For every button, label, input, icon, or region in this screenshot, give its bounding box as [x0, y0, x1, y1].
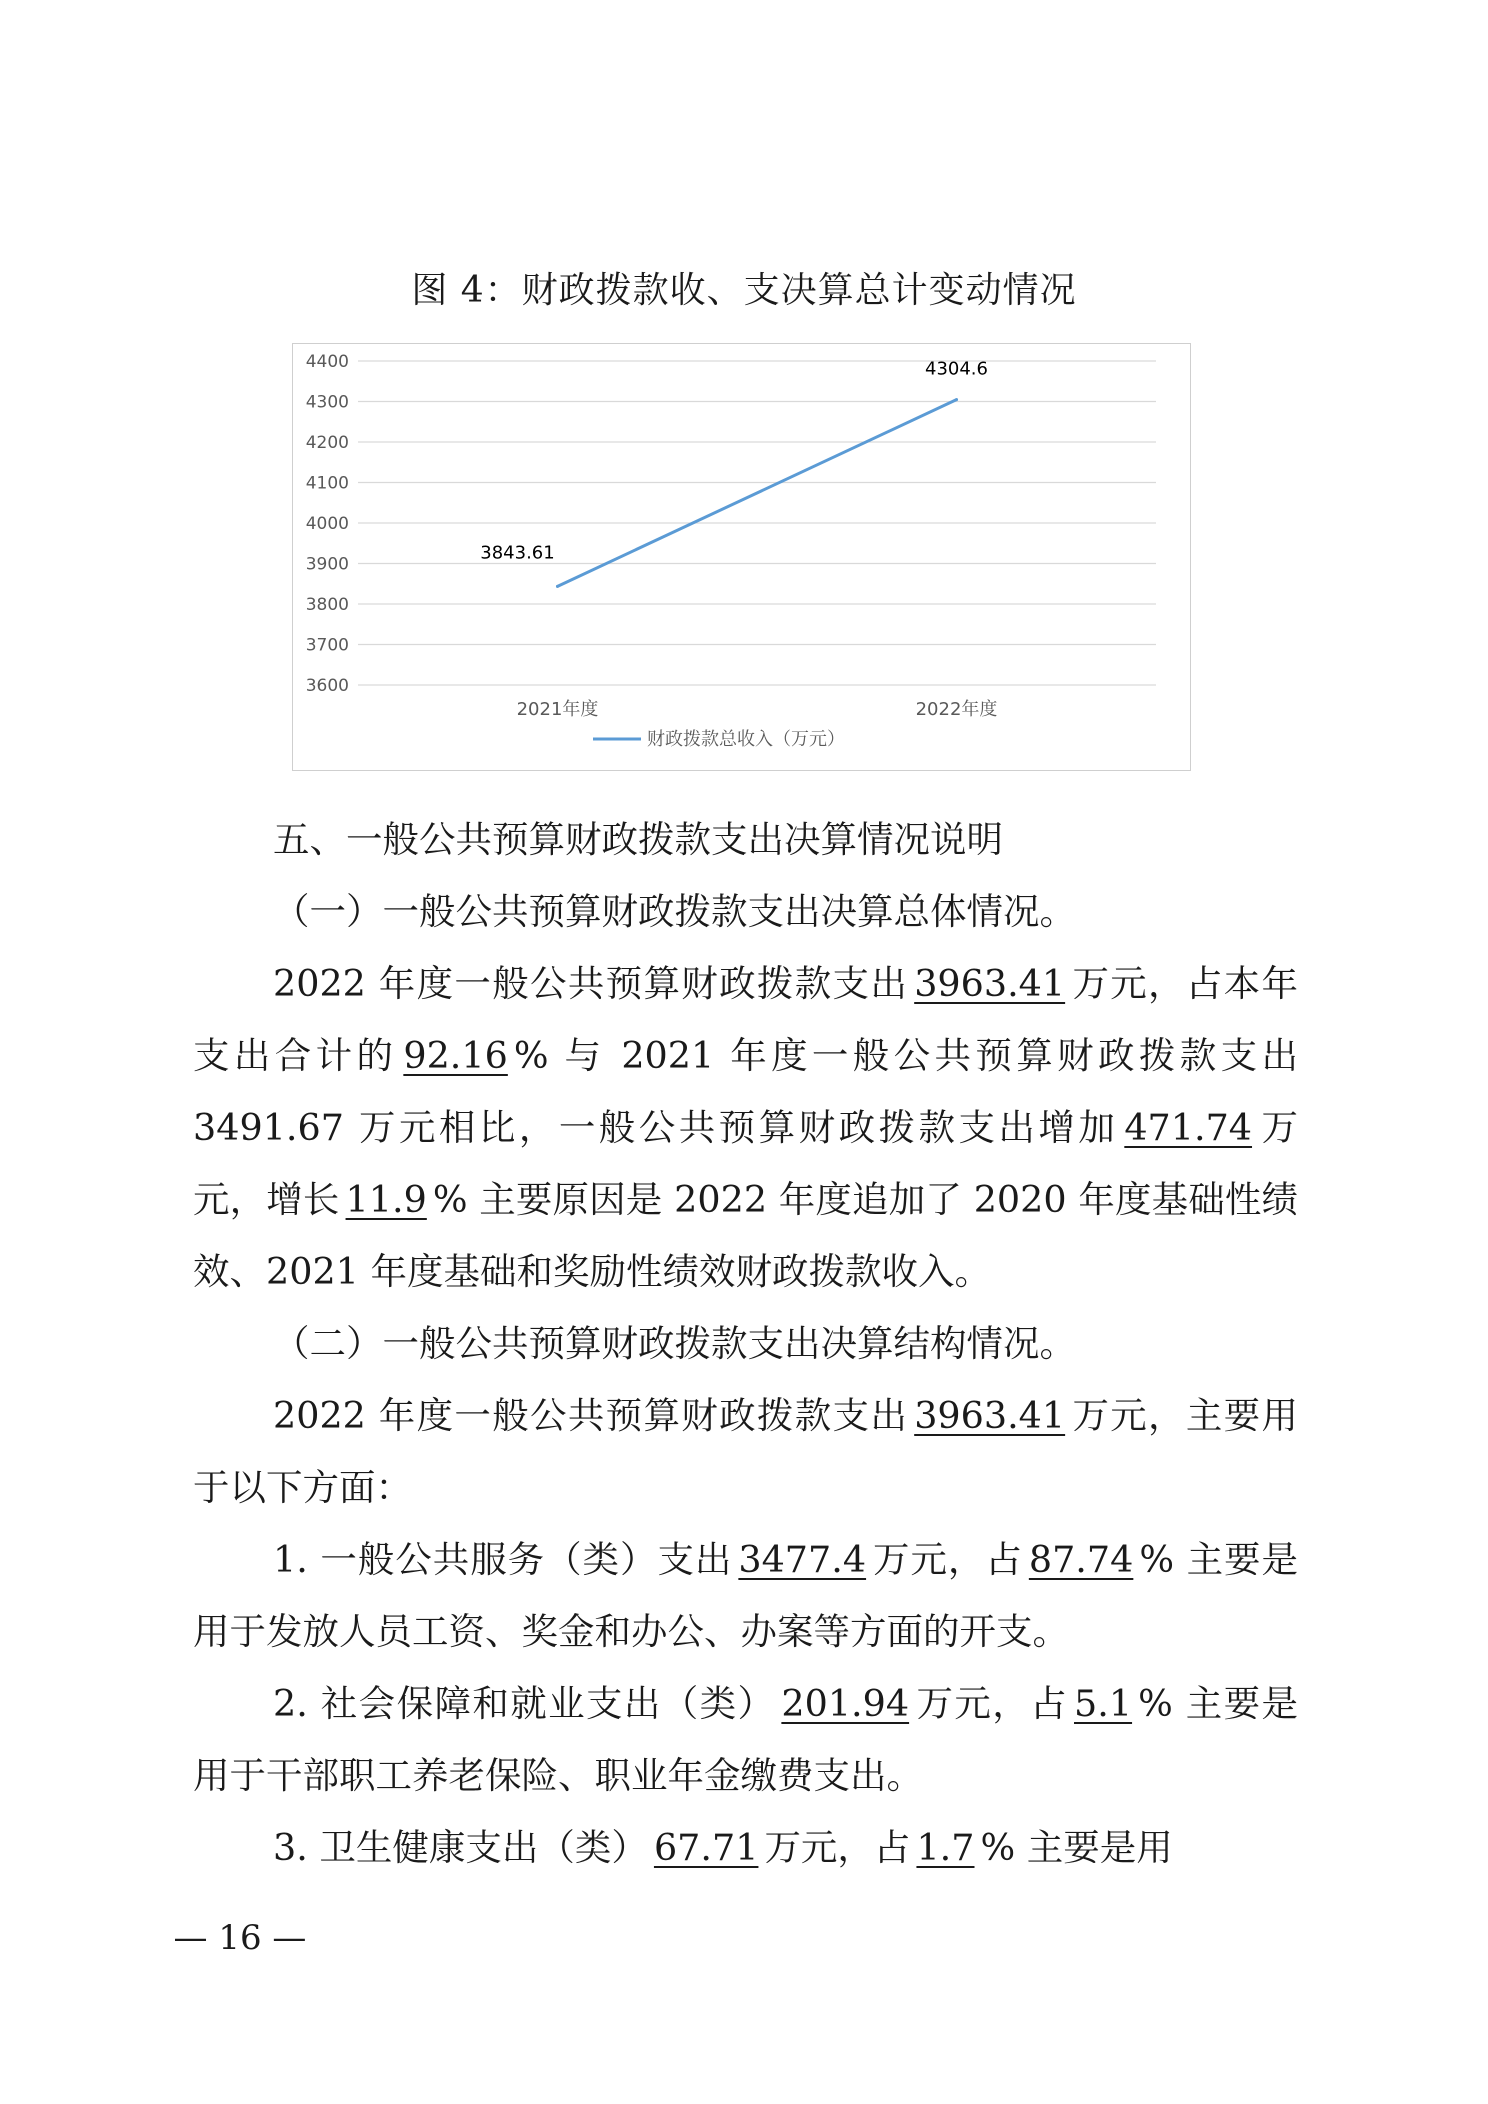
text: % 与 2021 年度一般公共预算财政拨款支出 3491.67 万元相比，一般公共预算财政拨款支出增加 [193, 1034, 1298, 1149]
y-tick-label: 4000 [305, 514, 349, 534]
text: % 主要是用 [980, 1826, 1173, 1869]
value-amount: 201.94 [781, 1682, 910, 1725]
text: % 主要是用于干部职工养老保险、职业年金缴费支出。 [193, 1682, 1298, 1797]
figure-title: 图 4：财政拨款收、支决算总计变动情况 [411, 270, 1077, 311]
data-point [955, 398, 958, 401]
value-percent: 87.74 [1028, 1538, 1134, 1581]
value-percent: 92.16 [403, 1034, 508, 1077]
text: 万元，占 [872, 1538, 1023, 1581]
value-amount: 3477.4 [738, 1538, 867, 1581]
legend-label: 财政拨款总收入（万元） [647, 729, 845, 750]
x-tick-label: 2022年度 [915, 699, 998, 720]
subsection-heading-2: （二）一般公共预算财政拨款支出决算结构情况。 [273, 1322, 1076, 1365]
section-heading: 五、一般公共预算财政拨款支出决算情况说明 [273, 818, 1003, 861]
paragraph-structure [193, 1380, 1298, 1524]
series-line [558, 400, 957, 587]
y-tick-label: 3900 [305, 554, 349, 575]
text: 2022 年度一般公共预算财政拨款支出 [273, 1394, 909, 1437]
text: 万元，占本年支出合计的 [193, 962, 1298, 1077]
data-label: 3843.61 [480, 542, 555, 564]
text: 万元，占 [915, 1682, 1068, 1725]
y-tick-label: 4400 [305, 352, 349, 372]
text: 2022 年度一般公共预算财政拨款支出 [273, 962, 909, 1005]
value-total-expense: 3963.41 [914, 962, 1066, 1005]
y-tick-label: 4100 [305, 473, 349, 494]
line-chart [292, 343, 1191, 771]
value-total-expense: 3963.41 [914, 1394, 1066, 1437]
text: 万元，主要用于以下方面： [193, 1394, 1298, 1509]
data-point [556, 585, 559, 588]
text: % 主要是用于发放人员工资、奖金和办公、办案等方面的开支。 [193, 1538, 1298, 1653]
list-item-3 [193, 1812, 1298, 1884]
text: 1. 一般公共服务（类）支出 [273, 1538, 733, 1581]
text: % 主要原因是 2022 年度追加了 2020 年度基础性绩效、2021 年度基础和奖励性绩效财政拨款收入。 [193, 1178, 1298, 1293]
text: 万元，增长 [193, 1106, 1298, 1221]
chart-svg [293, 344, 1192, 772]
value-amount: 67.71 [653, 1826, 759, 1869]
list-item-2 [193, 1668, 1298, 1812]
x-tick-label: 2021年度 [516, 699, 599, 720]
text: 万元，占 [764, 1826, 911, 1869]
value-growth: 11.9 [345, 1178, 427, 1221]
text: 2. 社会保障和就业支出（类） [273, 1682, 776, 1725]
paragraph-overall [193, 948, 1298, 1308]
y-tick-label: 4300 [305, 392, 349, 413]
list-item-1 [193, 1524, 1298, 1668]
y-tick-label: 3600 [305, 676, 349, 696]
subsection-heading-1: （一）一般公共预算财政拨款支出决算总体情况。 [273, 890, 1076, 933]
y-tick-label: 4200 [305, 433, 349, 453]
y-tick-label: 3800 [305, 595, 349, 615]
y-tick-label: 3700 [305, 635, 349, 656]
value-increase: 471.74 [1124, 1106, 1253, 1149]
value-percent: 1.7 [916, 1826, 975, 1869]
data-label: 4304.6 [925, 358, 988, 380]
page-number: — 16 — [173, 1918, 307, 1958]
text: 3. 卫生健康支出（类） [273, 1826, 648, 1869]
value-percent: 5.1 [1074, 1682, 1133, 1725]
